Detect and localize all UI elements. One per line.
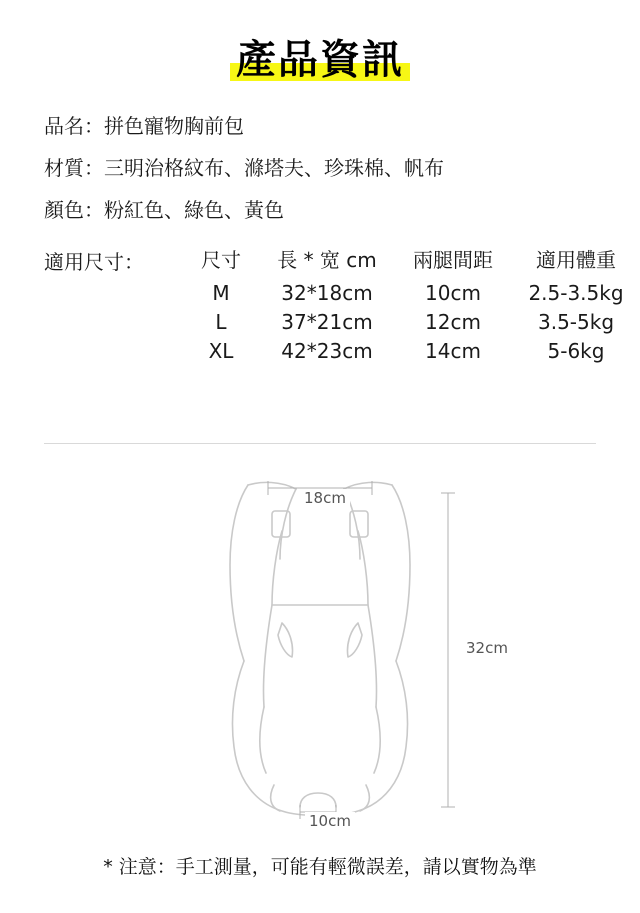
spec-list [44,116,640,220]
spec-value-name: 拼色寵物胸前包 [104,114,244,138]
front-panel-left [263,605,272,707]
spec-row-material [44,158,640,178]
body-inner-right [374,707,380,773]
spec-value-material: 三明治格紋布、滌塔夫、珍珠棉、帆布 [104,156,444,180]
dimension-lines [268,481,455,819]
front-panel-top [272,531,368,605]
table-row [184,307,640,335]
page-title-text: 產品資訊 [236,37,404,83]
cell-weight-m: 2.5-3.5kg [528,281,624,305]
carrier-line-drawing [0,455,640,835]
col-header-size: 尺寸 [201,248,241,272]
spec-row-name [44,116,640,136]
section-divider [44,443,596,444]
strap-left-inner [280,489,296,559]
col-header-weight: 適用體重 [536,248,616,272]
size-table [184,242,640,363]
cell-dim-xl: 42*23cm [281,339,373,363]
cell-size-l: L [215,310,227,334]
product-diagram [0,455,640,835]
leg-hole-right [347,623,362,657]
cell-gap-m: 10cm [425,281,481,305]
spec-label-color: 顏色： [44,198,104,222]
strap-right-outer [392,485,410,661]
cell-gap-l: 12cm [425,310,481,334]
col-header-dimensions: 長 * 宽 cm [277,248,377,272]
spec-label-material: 材質： [44,156,104,180]
spec-label-name: 品名： [44,114,104,138]
page-title-wrapper [0,0,640,82]
spec-value-color: 粉紅色、綠色、黃色 [104,198,284,222]
cell-dim-l: 37*21cm [281,310,373,334]
page-title [230,38,410,82]
cell-gap-xl: 14cm [425,339,481,363]
body-inner-left [260,707,266,773]
cell-weight-l: 3.5-5kg [537,310,615,334]
strap-left-outer [230,485,248,661]
table-row [184,335,640,363]
size-section [44,242,640,363]
leg-hole-left [278,623,293,657]
table-row [184,279,640,307]
table-header-row [184,242,640,279]
dimension-label-height: 32cm [462,639,512,657]
spec-row-color [44,200,640,220]
dimension-label-bottom: 10cm [305,812,355,830]
size-section-caption: 適用尺寸： [44,250,144,274]
cell-weight-xl: 5-6kg [547,339,605,363]
footnote: * 注意：手工測量，可能有輕微誤差，請以實物為準 [103,856,537,878]
cell-dim-m: 32*18cm [281,281,373,305]
bottom-center [300,793,336,807]
dimension-label-width: 18cm [300,489,350,507]
front-panel-right [368,605,377,707]
col-header-leg-gap: 兩腿間距 [413,248,493,272]
cell-size-xl: XL [208,339,234,363]
cell-size-m: M [212,281,230,305]
